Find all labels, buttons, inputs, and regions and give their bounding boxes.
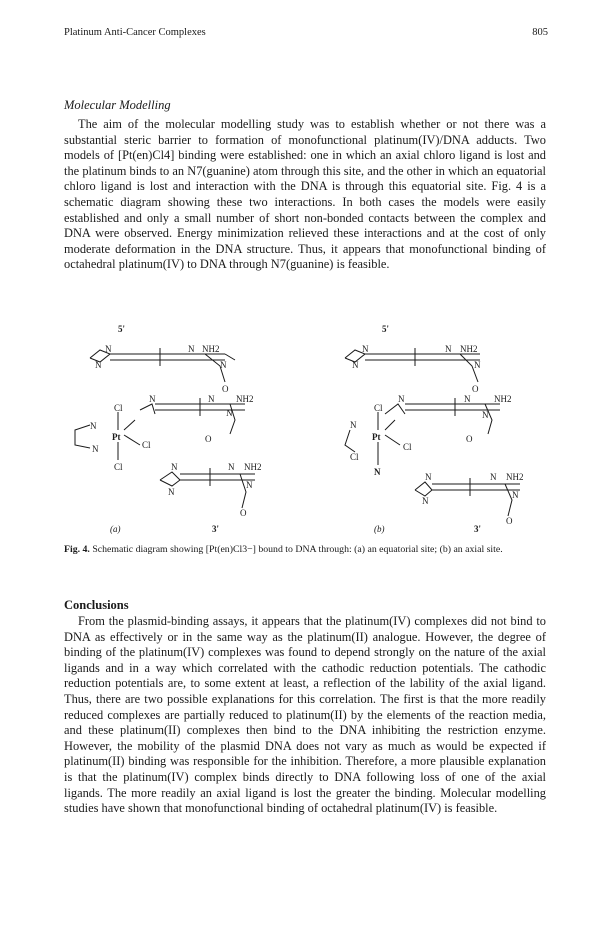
molecular-modelling-paragraph: The aim of the molecular modelling study was to establish whether or not there was a substantial steric barrier to formation of monofunctional platinum(IV)/DNA adducts. Two models of [Pt(en)Cl4] binding were established: one in which an axial chloro ligand is lost and the platinum binds to an N7(guanine) atom through this site, and the other in which an equatorial chloro ligand is lost and interaction with the DNA is through this equatorial site. Fig. 4 is a schematic diagram showing these two interactions. In both cases the models were easily established and only a small number of short non-bonded contacts between the complex and DNA were observed. Energy minimization relieved these interactions and at the cost of only moderate deformation in the DNA structure. Thus, it appears that monofunctional binding of octahedral platinum(IV) to DNA through N7(guanine) is feasible.	[64, 117, 546, 272]
panel-b-cl-top: Cl	[374, 403, 383, 413]
panel-b-bot-n2: N	[422, 496, 429, 506]
page-number: 805	[532, 27, 548, 38]
panel-a-top-n4: N	[220, 360, 227, 370]
panel-b-mid-n3: N	[482, 410, 489, 420]
panel-b-n-bottom: N	[374, 467, 381, 477]
panel-a-cl-right: Cl	[142, 440, 151, 450]
running-head-title: Platinum Anti-Cancer Complexes	[64, 27, 206, 38]
panel-a-cl-bottom: Cl	[114, 462, 123, 472]
panel-b-top-nh2: NH2	[460, 344, 478, 354]
panel-a-mid-nh2: NH2	[236, 394, 254, 404]
panel-a-bot-n4: N	[246, 480, 253, 490]
panel-a-cl-top: Cl	[114, 403, 123, 413]
molecular-modelling-heading: Molecular Modelling	[64, 98, 171, 112]
figure-caption-label: Fig. 4.	[64, 544, 90, 555]
panel-a	[75, 324, 262, 534]
panel-a-pt-complex	[75, 412, 140, 460]
panel-b-top-n4: N	[474, 360, 481, 370]
panel-b-top-n2: N	[352, 360, 359, 370]
panel-a-mid-o: O	[205, 434, 212, 444]
panel-a-n-left-top: N	[90, 421, 97, 431]
panel-a-mid-n3: N	[226, 408, 233, 418]
panel-b-bot-n4: N	[512, 490, 519, 500]
panel-b-n-left: N	[350, 420, 357, 430]
figure-caption-text: Schematic diagram showing [Pt(en)Cl3−] bound to DNA through: (a) an equatorial site; (b) an axial site.	[92, 544, 503, 555]
panel-a-top-n2: N	[95, 360, 102, 370]
panel-b-bot-n3: N	[490, 472, 497, 482]
panel-a-label: (a)	[110, 524, 121, 534]
panel-a-five-prime: 5'	[118, 324, 126, 334]
figure-4-schematic	[60, 320, 560, 540]
conclusions-heading: Conclusions	[64, 598, 129, 612]
panel-a-mid-n1: N	[149, 394, 156, 404]
panel-a-pt: Pt	[112, 432, 121, 442]
panel-b-top-n1: N	[362, 344, 369, 354]
panel-b-mid-o: O	[466, 434, 473, 444]
panel-b-bot-n1: N	[425, 472, 432, 482]
panel-b-label: (b)	[374, 524, 385, 534]
panel-a-mid-n2: N	[208, 394, 215, 404]
panel-b-mid-n1: N	[398, 394, 405, 404]
panel-b-five-prime: 5'	[382, 324, 390, 334]
panel-b-three-prime: 3'	[474, 524, 482, 534]
panel-b-cl-right: Cl	[403, 442, 412, 452]
figure-4	[60, 320, 560, 540]
panel-a-top-n3: N	[188, 344, 195, 354]
panel-b-top-o: O	[472, 384, 479, 394]
running-head	[64, 27, 548, 38]
panel-b-pt: Pt	[372, 432, 381, 442]
panel-b-top-n3: N	[445, 344, 452, 354]
panel-a-top-nh2: NH2	[202, 344, 220, 354]
conclusions-paragraph: From the plasmid-binding assays, it appears that the platinum(IV) complexes did not bind to DNA as effectively or in the same way as the platinum(II) analogue. However, the degree of binding of the platinum(IV) complexes was found to depend strongly on the nature of the axial ligands and in a way which correlated with the cathodic reduction potentials. The cathodic reduction potentials are, to some extent at least, a reflection of the lability of the axial ligand. Thus, there are two possible explanations for this correlation. The first is that the more readily reduced complexes are partially reduced to platinum(II) by the elements of the reaction media, and these platinum(II) complexes then bind to the DNA inhibiting the restriction enzyme. However, the mobility of the plasmid DNA does not vary as much as would be expected if platinum(II) binding was responsible for the inhibition. Therefore, a more plausible explanation is that the platinum(IV) complex binds directly to DNA following loss of one of the axial ligands. The more readily an axial ligand is lost the greater the binding. Molecular modelling studies have shown that monofunctional binding of octahedral platinum(IV) is feasible.	[64, 614, 546, 816]
panel-a-bot-o: O	[240, 508, 247, 518]
panel-a-top-o: O	[222, 384, 229, 394]
panel-a-three-prime: 3'	[212, 524, 220, 534]
panel-a-bot-nh2: NH2	[244, 462, 262, 472]
panel-b-mid-nh2: NH2	[494, 394, 512, 404]
panel-b-bot-nh2: NH2	[506, 472, 524, 482]
panel-b-base-bottom	[415, 478, 520, 516]
panel-b-cl-left: Cl	[350, 452, 359, 462]
panel-a-bot-n3: N	[228, 462, 235, 472]
panel-a-bot-n1: N	[171, 462, 178, 472]
panel-b-mid-n2: N	[464, 394, 471, 404]
panel-a-bot-n2: N	[168, 487, 175, 497]
figure-4-caption	[64, 543, 546, 556]
panel-b	[345, 324, 524, 534]
panel-a-n-left-bottom: N	[92, 444, 99, 454]
panel-a-top-n1: N	[105, 344, 112, 354]
panel-b-bot-o: O	[506, 516, 513, 526]
